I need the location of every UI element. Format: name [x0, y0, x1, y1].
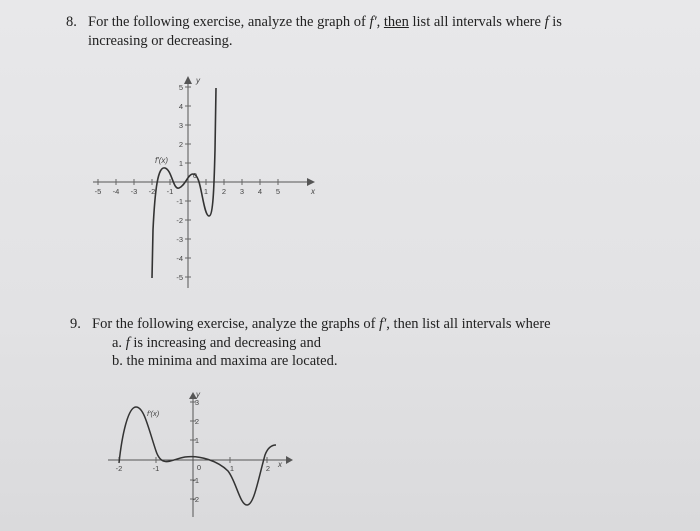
graph-1-y-label: y: [196, 76, 200, 85]
graph-1-y-tick-label: -2: [176, 216, 183, 225]
question-8-line-2: increasing or decreasing.: [88, 33, 233, 49]
graph-1-y-tick-label: 2: [178, 140, 183, 149]
graph-2-y-label: y: [196, 390, 200, 399]
graph-2-x-tick-label: -2: [115, 464, 123, 473]
graph-1-y-tick-label: -1: [176, 197, 183, 206]
graph-1-x-tick-label: 2: [221, 187, 227, 196]
graph-1-x-tick-label: -5: [94, 187, 102, 196]
graph-2-x-label: x: [278, 460, 282, 469]
graph-2-curve-label: f′(x): [147, 409, 160, 418]
part-b-label: b.: [112, 353, 123, 369]
question-9-text: For the following exercise, analyze the graphs of: [92, 316, 380, 332]
graph-1-x-tick-label: -1: [166, 187, 174, 196]
graph-2-y-tick-label: 1: [194, 436, 199, 445]
question-9-part-a: [112, 335, 321, 352]
graph-1-x-tick-label: 3: [239, 187, 245, 196]
graph-1: [85, 70, 320, 295]
graph-1-y-tick-label: 3: [178, 121, 183, 130]
graph-2: [100, 385, 300, 525]
graph-2-x-tick-label: -1: [152, 464, 160, 473]
graph-1-y-tick-label: 5: [178, 83, 183, 92]
question-8-line-1: [66, 14, 562, 31]
graph-1-x-tick-label: -4: [112, 187, 120, 196]
graph-1-y-tick-label: -5: [176, 273, 183, 282]
graph-2-y-tick-label: -1: [192, 476, 199, 485]
graph-1-x-tick-label: 5: [275, 187, 281, 196]
graph-1-x-tick-label: 1: [203, 187, 209, 196]
question-9-part-b: [112, 353, 337, 370]
f-prime-symbol-9: f′: [379, 316, 387, 332]
then-word: then: [383, 14, 409, 30]
part-b-text: the minima and maxima are located.: [126, 353, 338, 369]
graph-2-y-tick-label: 2: [194, 417, 199, 426]
graph-2-x-arrow: [286, 456, 293, 464]
question-8-text-end: is: [548, 14, 562, 30]
question-9-line-1: [70, 316, 551, 333]
graph-1-y-arrow: [184, 76, 192, 84]
graph-2-x-tick-label: 1: [229, 464, 235, 473]
f-symbol: f: [544, 14, 549, 30]
graph-1-y-tick-label: 4: [178, 102, 183, 111]
graph-2-x-tick-label: 0: [196, 463, 202, 472]
graph-2-y-tick-label: -2: [192, 495, 199, 504]
part-a-label: a.: [112, 335, 123, 351]
graph-2-y-tick-label: 3: [194, 398, 199, 407]
question-9-text-end: , then list all intervals where: [386, 316, 551, 332]
question-8-text-mid: list all intervals where: [408, 14, 545, 30]
graph-1-y-tick-label: -3: [176, 235, 183, 244]
graph-1-x-tick-label: -2: [148, 187, 156, 196]
graph-1-y-tick-label: 1: [178, 159, 183, 168]
question-8-text: For the following exercise, analyze the graph of: [88, 14, 370, 30]
f-symbol-9a: f: [125, 335, 130, 351]
graph-2-x-tick-label: 2: [265, 464, 271, 473]
graph-1-x-label: x: [311, 187, 315, 196]
part-a-text: is increasing and decreasing and: [129, 335, 321, 351]
graph-1-y-tick-label: -4: [176, 254, 183, 263]
question-8-number: 8.: [66, 14, 77, 30]
graph-1-x-tick-label: 4: [257, 187, 263, 196]
comma: ,: [376, 14, 384, 30]
question-9-number: 9.: [70, 316, 81, 332]
graph-1-curve-label: f′(x): [155, 156, 169, 165]
graph-1-x-tick-label: -3: [130, 187, 138, 196]
graph-1-x-arrow: [307, 178, 315, 186]
graph-1-x-tick-label: 0: [192, 171, 198, 180]
f-prime-symbol: f′: [369, 14, 377, 30]
